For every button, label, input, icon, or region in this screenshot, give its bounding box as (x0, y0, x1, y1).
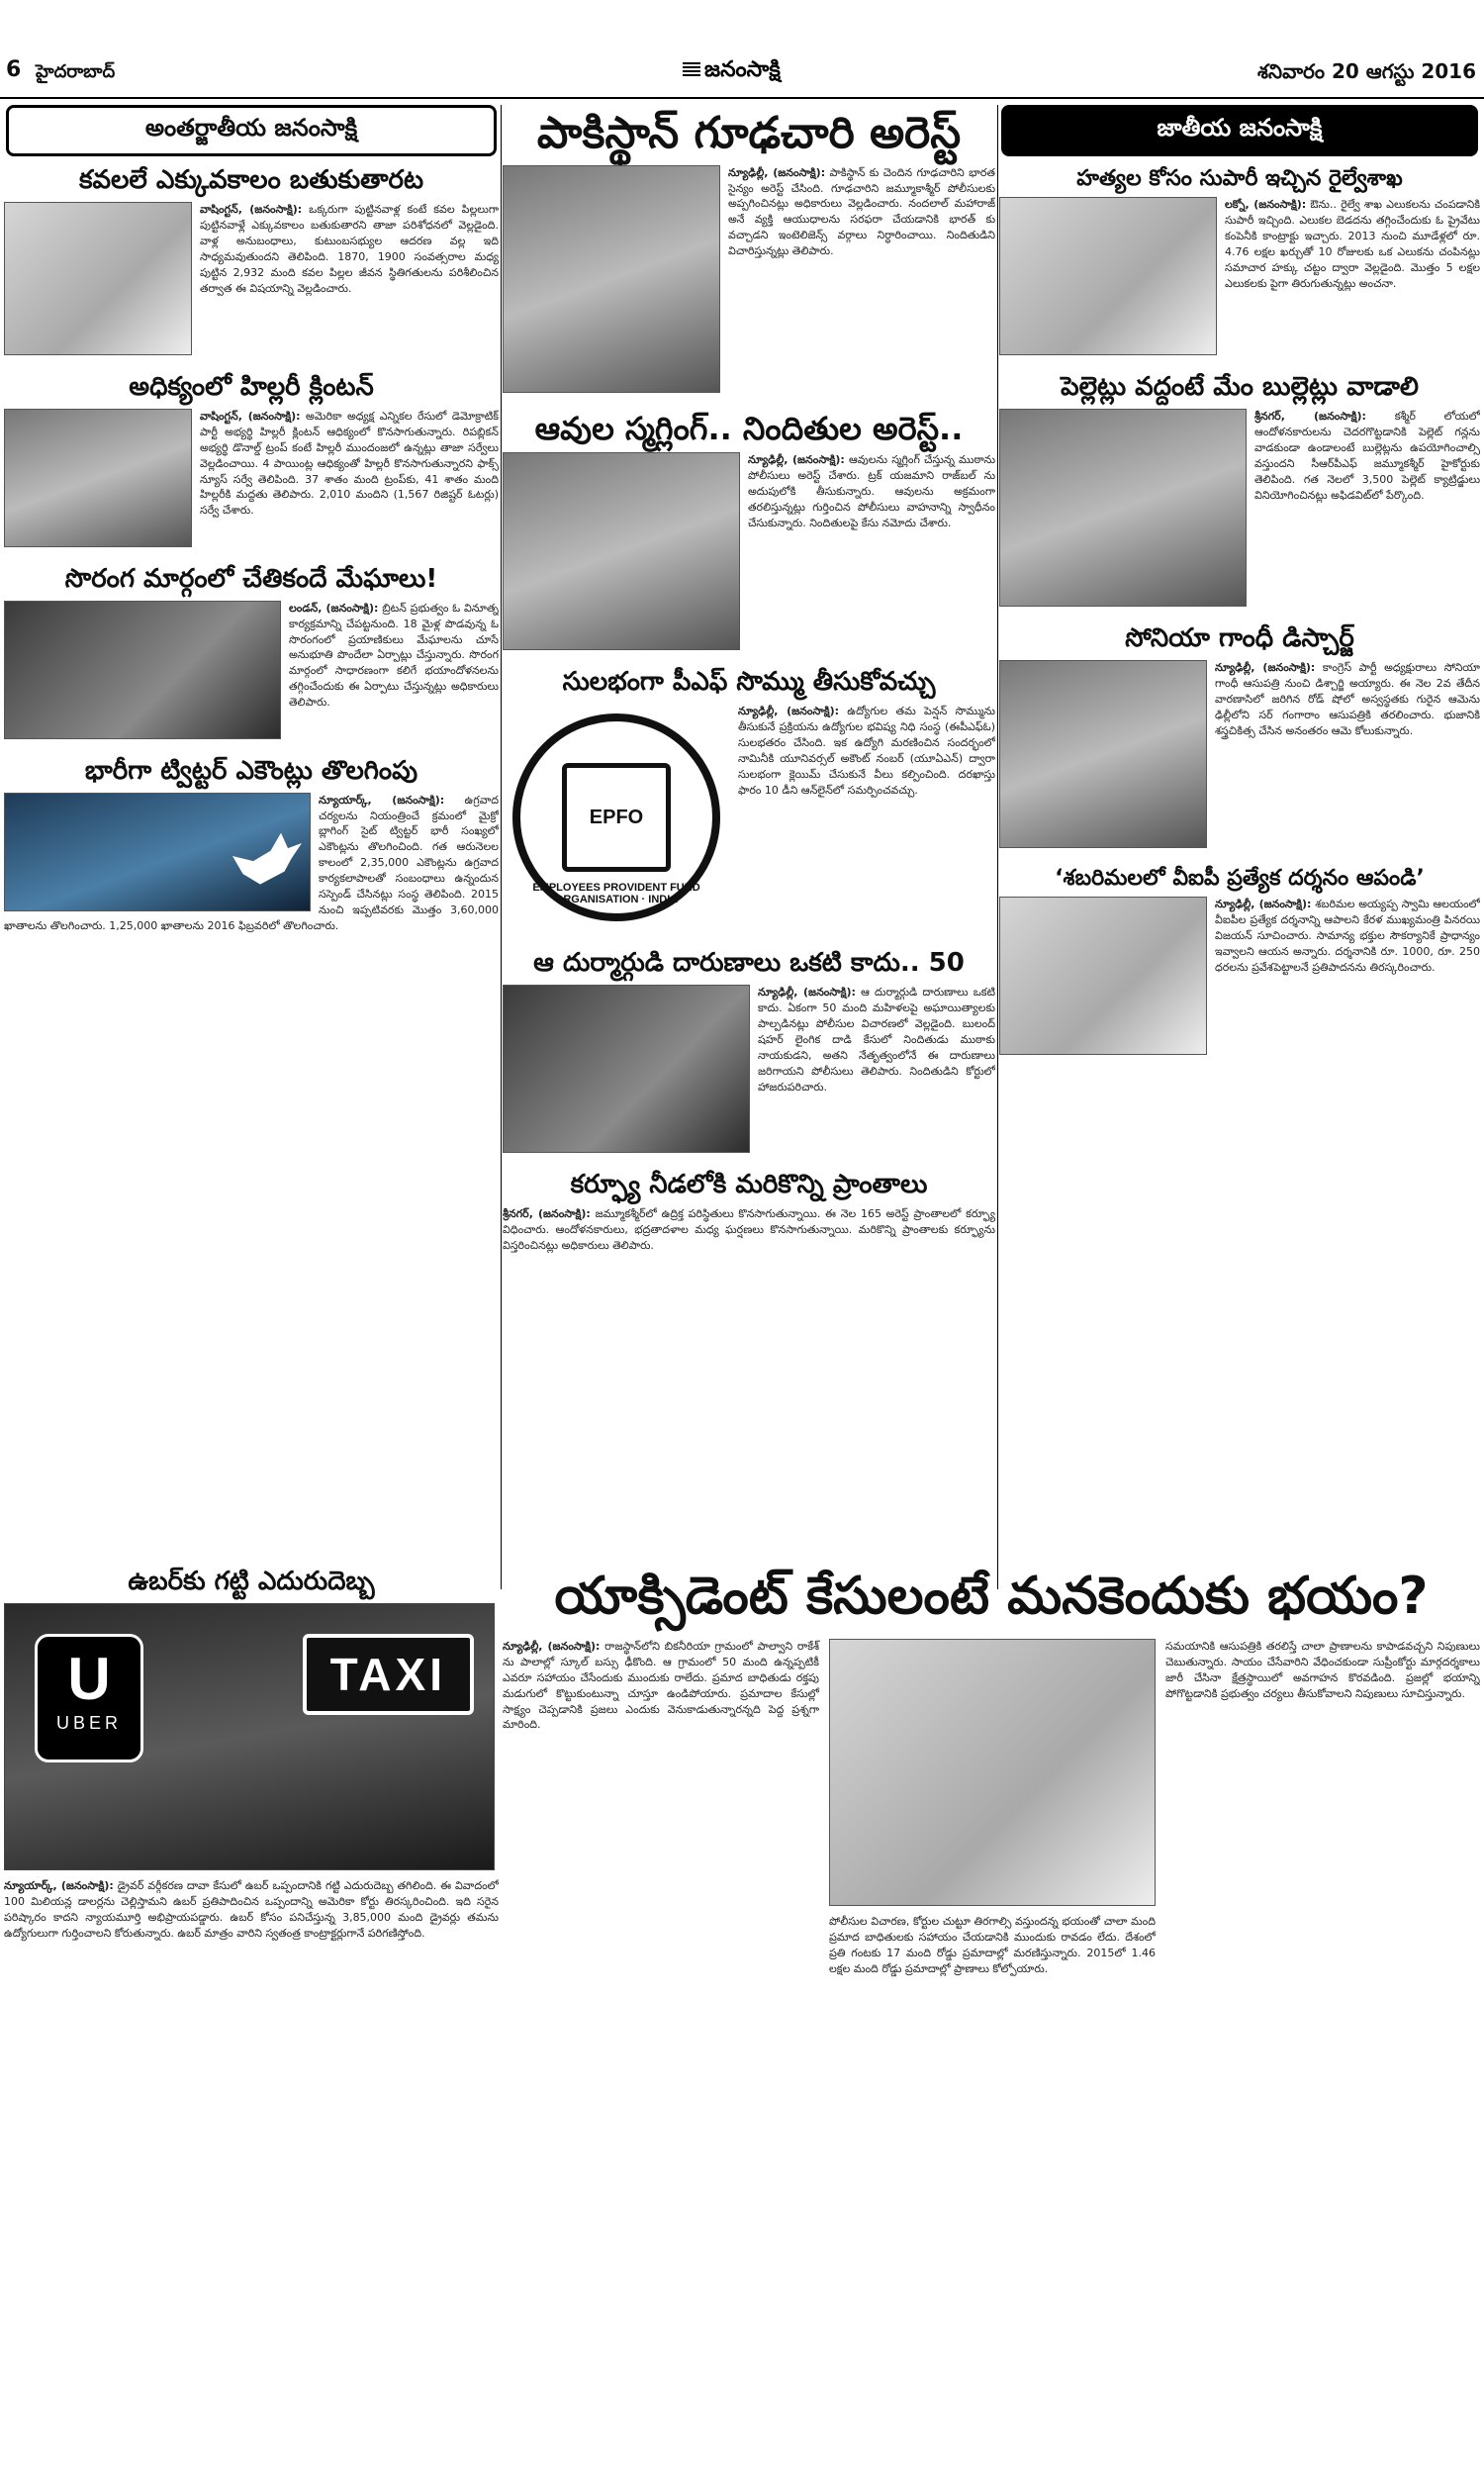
story-uber-body (4, 1878, 499, 1942)
page-number: 6 (6, 57, 22, 82)
criminal-photo (503, 985, 750, 1153)
body-text: బ్రిటన్‌ ప్రభుత్వం ఓ వినూత్న కార్యక్రమాన్ని చేపట్టనుంది. 18 మైళ్ల పొడవున్న ఓ సొరంగంలో ప్రయాణికులు మేఘాలను చూసే అనుభూతి పొందేలా ఏర్పాట్లు చేస్తున్నారు. సొరంగ మార్గంలో సాధారణంగా కలిగే భయాందోళనలను తగ్గించేందుకు ఈ ఏర్పాటు చేస్తున్నట్లు అధికారులు తెలిపారు. (289, 601, 499, 710)
soldiers-photo (999, 409, 1247, 607)
headline-tunnel: సొరంగ మార్గంలో చేతికందే మేఘాలు! (64, 563, 438, 594)
body-text: అమెరికా అధ్యక్ష ఎన్నికల రేసులో డెమోక్రాటిక్‌ పార్టీ అభ్యర్థి హిల్లరీ క్లింటన్‌ ఆధిక్యంలో కొనసాగుతున్నారు. రిపబ్లికన్‌ అభ్యర్థి డొనాల్డ్‌ ట్రంప్‌ కంటే హిల్లరీ ముందంజలో ఉన్నట్లు తాజా సర్వేలు వెల్లడించాయి. 4 పాయింట్ల ఆధిక్యంతో హిల్లరీ కొనసాగుతున్నారని ఫాక్స్‌ న్యూస్‌ సర్వే తెలిపింది. 37 శాతం మంది ట్రంప్‌కు, 41 శాతం మంది హిల్లరీకి మద్దతు తెలిపారు. 2,010 మందిని (1,567 రిజిష్టర్‌ ఓటర్లు) సర్వే చేశారు. (200, 409, 499, 518)
story-curfew-body (503, 1206, 995, 1254)
body-text: రాజస్థాన్‌లోని బికనీరియా గ్రామంలో పాల్వాని రాకేశ్‌ ను పాలాల్లో స్కూల్‌ బస్సు ఢీకొంది. ఆ గ్రామంలో 50 మంది ఉన్నప్పటికీ ఎవరూ సహాయం చేసేందుకు ముందుకు రాలేదు. ప్రమాద బాధితుడు రక్తపు మడుగులో కొట్టుకుంటున్నా చూస్తూ ఉండిపోయారు. ప్రమాదాల కేసుల్లో సాక్ష్యం చెప్పడానికి ప్రజలు ఎందుకు వెనుకాడుతున్నారన్నది పెద్ద ప్రశ్నగా మారింది. (503, 1639, 820, 1732)
story-cow-smuggling (503, 407, 995, 655)
newspaper-logo-icon (683, 62, 700, 78)
story-sonia (999, 620, 1480, 852)
epfo-emblem (512, 714, 720, 921)
body-text: ఆ దుర్మార్గుడి దారుణాలు ఒకటి కాదు. ఏకంగా 50 మంది మహిళలపై అఘాయిత్యాలకు పాల్పడినట్లు పోలీసుల విచారణలో వెల్లడైంది. బులంద్‌ షహర్‌ లైంగిక దాడి కేసులో నిందితుడు ముఠాకు నాయకుడని, అతని నేతృత్వంలోనే ఈ దారుణాలు జరిగాయని పోలీసులు తెలిపారు. నిందితుడిని కోర్టులో హాజరుపరిచారు. (758, 986, 995, 1094)
twitter-photo (4, 793, 311, 911)
body-text: ఆవులను స్మగ్లింగ్‌ చేస్తున్న ముఠాను పోలీసులు అరెస్ట్‌ చేశారు. ట్రక్‌ యజమాని రాజ్‌బల్‌ ను అదుపులోకి తీసుకున్నారు. ఆవులను అక్రమంగా తరలిస్తున్నట్లు గుర్తించిన పోలీసులు వాహనాన్ని స్వాధీనం చేసుకున్నారు. నిందితులపై కేసు నమోదు చేశారు. (748, 453, 995, 530)
story-hillary (4, 369, 499, 551)
column-divider-left (501, 105, 502, 1589)
column-divider-right (997, 105, 998, 1589)
headline-pf: సులభంగా పీఎఫ్‌ సొమ్ము తీసుకోవచ్చు (562, 667, 936, 698)
uber-logo-icon (35, 1634, 143, 1762)
epfo-ring-text: EMPLOYEES PROVIDENT FUND ORGANISATION · INDIA (532, 882, 700, 906)
twitter-bird-icon (232, 833, 302, 885)
headline-uber: ఉబర్‌కు గట్టి ఎదురుదెబ్బ (128, 1567, 375, 1596)
dateline: లక్నో, (జనంసాక్షి): (1225, 198, 1307, 212)
story-railway-rats (999, 162, 1480, 359)
body-text: జమ్మూకశ్మీర్‌లో ఉద్రిక్త పరిస్థితులు కొనసాగుతున్నాయి. ఈ నెల 165 అరెస్ట్‌ ప్రాంతాలలో కర్ఫ్యూ విధించారు. ఆందోళనకారులు, భద్రతాదళాల మధ్య ఘర్షణలు కొనసాగుతున్నాయి. మరికొన్ని ప్రాంతాలకు కర్ఫ్యూను విస్తరించినట్లు అధికారులు తెలిపారు. (503, 1207, 995, 1252)
body-text: ఔను.. రైల్వే శాఖ ఎలుకలను చంపడానికి సుపారీ ఇచ్చింది. ఎలుకల బెడదను తగ్గించేందుకు ఓ ప్రైవేటు కంపెనీకి కాంట్రాక్టు ఇచ్చారు. 2013 నుంచి మూడేళ్లలో రూ. 4.76 లక్షల ఖర్చుతో 10 రోజులకు ఒక ఎలుకను చంపినట్లు సమాచార హక్కు చట్టం ద్వారా వెల్లడైంది. మొత్తం 5 లక్షల ఎలుకలకు పైగా తిరుగుతున్నట్లు అంచనా. (1225, 198, 1480, 290)
issue-date: శనివారం 20 ఆగస్టు 2016 (1257, 59, 1476, 83)
pinarayi-photo (999, 897, 1207, 1055)
story-tunnel (4, 561, 499, 743)
headline-accident: యాక్సిడెంట్‌ కేసులంటే మనకెందుకు భయం? (554, 1567, 1429, 1626)
body-text: కాంగ్రెస్‌ పార్టీ అధ్యక్షురాలు సోనియా గాంధీ ఆసుపత్రి నుంచి డిశ్చార్జి అయ్యారు. ఈ నెల 2వ తేదీన వారణాసిలో జరిగిన రోడ్‌ షోలో అస్వస్థతకు గురైన ఆమెను ఢిల్లీలోని సర్‌ గంగారాం ఆసుపత్రికి తరలించారు. భుజానికి శస్త్రచికిత్స చేసిన అనంతరం ఆమె కోలుకున్నారు. (1215, 661, 1480, 737)
headline-railway-rats: హత్యల కోసం సుపారీ ఇచ్చిన రైల్వేశాఖ (1076, 166, 1403, 191)
dateline: న్యూయార్క్‌, (జనంసాక్షి): (319, 793, 445, 807)
story-pf (503, 664, 995, 935)
epfo-logo-icon (503, 704, 730, 931)
newspaper-name: జనంసాక్షి (704, 57, 781, 82)
section-title-national: జాతీయ జనంసాక్షి (1001, 105, 1478, 156)
hillary-photo (4, 409, 192, 547)
story-criminal (503, 945, 995, 1157)
twins-photo (4, 202, 192, 355)
uber-word: UBER (55, 1712, 122, 1733)
body-text: శబరిమల అయ్యప్ప స్వామి ఆలయంలో వీఐపీల ప్రత్యేక దర్శనాన్ని ఆపాలని కేరళ ముఖ్యమంత్రి పినరయి విజయన్‌ సూచించారు. సామాన్య భక్తుల సౌకర్యానికే ప్రాధాన్యం ఇవ్వాలని ఆయన అన్నారు. దర్శనానికి రూ. 1000, రూ. 250 ధరలను ప్రవేశపెట్టాలనే ప్రతిపాదనను తిరస్కరించారు. (1215, 898, 1480, 975)
body-text: ఉద్యోగుల తమ పెన్షన్‌ సొమ్మును తీసుకునే ప్రక్రియను ఉద్యోగుల భవిష్య నిధి సంస్థ (ఈపీఎఫ్‌ఓ) సులభతరం చేసింది. ఇక ఉద్యోగి మరణించిన సందర్భంలో నామినీకి యూనివర్సల్‌ అకౌంట్‌ నంబర్‌ (యూఏఎన్‌) ద్వారా సులభంగా క్లెయిమ్‌ చేసుకునే వీలు కల్పించింది. దరఖాస్తు ఫారం 10 డీని ఆన్‌లైన్‌లో సమర్పించవచ్చు. (738, 705, 995, 797)
dateline: శ్రీనగర్‌, (జనంసాక్షి): (1254, 410, 1366, 424)
section-title-international: అంతర్జాతీయ జనంసాక్షి (6, 105, 497, 156)
dateline: న్యూఢిల్లీ, (జనంసాక్షి): (1215, 898, 1312, 911)
dateline: లండన్‌, (జనంసాక్షి): (289, 601, 379, 615)
headline-sonia: సోనియా గాంధీ డిస్చార్జ్‌ (1125, 623, 1354, 654)
rat-photo (999, 197, 1217, 355)
accident-middle (829, 1639, 1156, 2411)
headline-twitter: భారీగా ట్విట్టర్‌ ఎకౌంట్లు తొలగింపు (84, 755, 418, 786)
accident-photo (829, 1639, 1156, 1906)
dateline: వాషింగ్టన్‌, (జనంసాక్షి): (200, 202, 303, 216)
uber-taxi-photo (4, 1603, 495, 1870)
dateline: న్యూఢిల్లీ, (జనంసాక్షి): (1215, 661, 1316, 675)
national-column (999, 105, 1480, 1589)
international-column (4, 105, 499, 1659)
dateline: న్యూఢిల్లీ, (జనంసాక్షి): (748, 453, 845, 467)
newspaper-logo (683, 57, 781, 87)
story-twins (4, 162, 499, 359)
story-uber (4, 1564, 499, 2464)
story-pellets (999, 369, 1480, 611)
headline-hillary: అధిక్యంలో హిల్లరీ క్లింటన్‌ (129, 371, 374, 402)
headline-sabarimala: ‘శబరిమలలో వీఐపీ ప్రత్యేక దర్శనం ఆపండి’ (1055, 866, 1425, 892)
taxi-sign: TAXI (303, 1634, 474, 1715)
body-text: ఉగ్రవాద చర్యలను నియంత్రించే క్రమంలో మైక్రో బ్లాగింగ్‌ సైట్‌ ట్విట్టర్‌ భారీ సంఖ్యలో ఎకౌంట్లను తొలగించింది. గత ఆరునెలల కాలంలో 2,35,000 ఎకౌంట్లను ఉగ్రవాద కార్యకలాపాలతో సంబంధాలు ఉన్నందున సస్పెండ్‌ చేసినట్లు సంస్థ తెలిపింది. 2015 నుంచి ఇప్పటివరకు మొత్తం 3,60,000 ఖాతాలను తొలగించారు. 1,25,000 ఖాతాలను 2016 ఫిబ్రవరిలో తొలగించారు. (4, 793, 499, 933)
accident-body-col1 (503, 1639, 819, 2411)
headline-criminal: ఆ దుర్మార్గుడి దారుణాలు ఒకటి కాదు.. 50 (533, 948, 965, 979)
headline-spy: పాకిస్థాన్‌ గూఢచారి అరెస్ట్‌ (536, 108, 962, 158)
dateline: న్యూఢిల్లీ, (జనంసాక్షి): (758, 986, 856, 999)
epfo-center-text: EPFO (562, 763, 671, 872)
headline-pellets: పెల్లెట్లు వద్దంటే మేం బుల్లెట్లు వాడాలి (1061, 372, 1419, 403)
national-news-middle-column (503, 105, 995, 1589)
dateline: న్యూఢిల్లీ, (జనంసాక్షి): (503, 1639, 601, 1653)
headline-twins: కవలలే ఎక్కువకాలం బతుకుతారట (78, 165, 424, 195)
accident-columns (503, 1639, 1480, 2411)
dateline: న్యూఢిల్లీ, (జనంసాక్షి): (738, 705, 839, 718)
sonia-photo (999, 660, 1207, 848)
story-curfew (503, 1167, 995, 1254)
story-spy (503, 105, 995, 397)
story-twitter (4, 753, 499, 934)
cows-photo (503, 452, 740, 650)
edition-city: హైదరాబాద్ (36, 61, 116, 82)
accident-body-col2: పోలీసుల విచారణ, కోర్టుల చుట్టూ తిరగాల్సి వస్తుందన్న భయంతో చాలా మంది ప్రమాద బాధితులకు సహాయం చేయడానికి ముందుకు రావడం లేదు. దేశంలో ప్రతి గంటకు 17 మంది రోడ్డు ప్రమాదాల్లో మరణిస్తున్నారు. 2015లో 1.46 లక్షల మంది రోడ్డు ప్రమాదాల్లో ప్రాణాలు కోల్పోయారు. (829, 1914, 1156, 1975)
masthead (0, 0, 1484, 99)
spy-photo (503, 165, 720, 393)
body-text: పాకిస్థాన్‌ కు చెందిన గూఢచారిని భారత సైన్యం అరెస్ట్‌ చేసింది. గూఢచారిని జమ్మూకాశ్మీర్‌ పోలీసులకు అప్పగించినట్లు అధికారులు వెల్లడించారు. నందలాల్‌ మహారాజ్‌ అనే వ్యక్తి ఆయుధాలను సరఫరా చేయడానికి భారత్‌ కు వచ్చాడని ఇంటెలిజెన్స్‌ వర్గాలు నిర్ధారించాయి. నిందితుడిని విచారిస్తున్నట్లు తెలిపారు. (728, 165, 995, 258)
story-accident (503, 1564, 1480, 2464)
story-sabarimala (999, 862, 1480, 1059)
headline-curfew: కర్ఫ్యూ నీడలోకి మరికొన్ని ప్రాంతాలు (570, 1170, 928, 1200)
dateline: న్యూఢిల్లీ, (జనంసాక్షి): (728, 165, 826, 179)
uber-letter: U (67, 1645, 111, 1712)
dateline: న్యూయార్క్‌, (జనంసాక్షి): (4, 1878, 114, 1892)
tunnel-photo (4, 601, 281, 739)
dateline: శ్రీనగర్‌, (జనంసాక్షి): (503, 1207, 591, 1221)
accident-body-col3: సమయానికి ఆసుపత్రికి తరలిస్తే చాలా ప్రాణాలను కాపాడవచ్చని నిపుణులు చెబుతున్నారు. సాయం చేసేవారిని వేధించకుండా సుప్రీంకోర్టు మార్గదర్శకాలు జారీ చేసినా క్షేత్రస్థాయిలో అవగాహన కొరవడింది. ప్రజల్లో భయాన్ని పోగొట్టడానికి ప్రభుత్వం చర్యలు తీసుకోవాలని నిపుణులు సూచిస్తున్నారు. (1165, 1639, 1480, 1700)
body-text: కశ్మీర్‌ లోయలో ఆందోళనకారులను చెదరగొట్టడానికి పెల్లెట్‌ గన్లను వాడకుండా ఉండాలంటే బుల్లెట్లను ఉపయోగించాల్సి వస్తుందని సీఆర్‌పీఎఫ్‌ జమ్మూకశ్మీర్‌ హైకోర్టుకు తెలిపింది. గత నెలలో 3,500 పెల్లెట్‌ క్యాట్రిడ్జులు వినియోగించినట్లు అఫిడవిట్‌లో పేర్కొంది. (1254, 410, 1480, 502)
dateline: వాషింగ్టన్‌, (జనంసాక్షి): (200, 409, 301, 423)
body-text: డ్రైవర్‌ వర్గీకరణ దావా కేసులో ఉబర్‌ ఒప్పందానికి గట్టి ఎదురుదెబ్బ తగిలింది. ఈ వివాదంలో 100 మిలియన్ల డాలర్లను చెల్లిస్తామని ఉబర్‌ ప్రతిపాదించిన ఒప్పందాన్ని అమెరికా కోర్టు తిరస్కరించింది. ఇది సరైన పరిష్కారం కాదని న్యాయమూర్తి అభిప్రాయపడ్డారు. ఉబర్‌ కోసం పనిచేస్తున్న 3,85,000 మంది డ్రైవర్లు తమను ఉద్యోగులుగా గుర్తించాలని కోరుతున్నారు. ఉబర్‌ మాత్రం వారిని స్వతంత్ర కాంట్రాక్టర్లుగానే పరిగణిస్తోంది. (4, 1878, 499, 1940)
headline-cow-smuggling: ఆవుల స్మగ్లింగ్‌.. నిందితుల అరెస్ట్‌.. (534, 409, 964, 447)
body-text: ఒక్కరుగా పుట్టినవాళ్ల కంటే కవల పిల్లలుగా పుట్టినవాళ్లే ఎక్కువకాలం బతుకుతారని తాజా పరిశోధనలో వెల్లడైంది. వాళ్ల అనుబంధాలు, కుటుంబసభ్యుల ఆదరణ వల్ల ఇది సాధ్యమవుతుందని తెలిపింది. 1870, 1900 సంవత్సరాల మధ్య పుట్టిన 2,932 మంది కవల పిల్లల జీవన స్థితిగతులను పరిశీలించిన తర్వాత ఈ విషయాన్ని వెల్లడించారు. (200, 202, 499, 295)
